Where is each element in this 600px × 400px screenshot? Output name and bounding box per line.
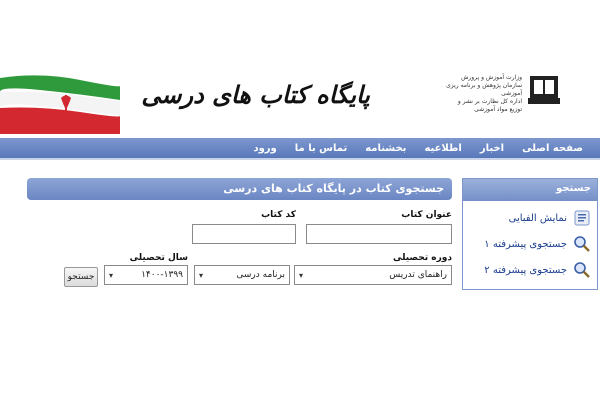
chevron-down-icon: ▾ xyxy=(199,270,204,280)
magnifier-icon xyxy=(573,235,591,253)
side-item-advanced-search-2[interactable] xyxy=(463,257,597,283)
ministry-line: وزارت آموزش و پرورش xyxy=(461,74,522,81)
iran-flag-banner xyxy=(0,72,120,134)
ministry-line: اداره کل نظارت بر نشر و توزیع مواد آموزشی xyxy=(457,98,522,113)
period-select[interactable] xyxy=(294,265,452,285)
year-select-value: ۱۴۰۰-۱۳۹۹ xyxy=(141,270,183,280)
book-code-input[interactable] xyxy=(192,224,296,244)
nav-login[interactable]: ورود xyxy=(253,142,277,154)
year-label: سال تحصیلی xyxy=(129,253,188,263)
site-header xyxy=(0,62,600,138)
nav-circulars[interactable]: بخشنامه xyxy=(365,142,407,154)
nav-news[interactable]: اخبار xyxy=(479,142,505,154)
search-button[interactable]: جستجو xyxy=(64,267,98,287)
search-side-panel xyxy=(462,178,598,290)
program-select[interactable] xyxy=(194,265,290,285)
nav-announcements[interactable]: اطلاعیه xyxy=(424,142,462,154)
side-item-advanced-search-1[interactable] xyxy=(463,231,597,257)
site-title: پایگاه کتاب های درسی xyxy=(141,80,370,109)
side-item-label: نمایش الفبایی xyxy=(508,212,567,224)
book-title-input[interactable] xyxy=(306,224,452,244)
main-nav xyxy=(0,138,600,160)
nav-home[interactable]: صفحه اصلی xyxy=(522,142,583,154)
book-code-label: کد کتاب xyxy=(261,210,296,220)
side-item-alphabetical[interactable] xyxy=(463,205,597,231)
magnifier-icon xyxy=(573,261,591,279)
chevron-down-icon: ▾ xyxy=(299,270,304,280)
side-panel-title: جستجو xyxy=(463,179,597,201)
chevron-down-icon: ▾ xyxy=(109,270,114,280)
search-form-title: جستجوی کتاب در پایگاه کتاب های درسی xyxy=(27,178,452,200)
period-select-value: راهنمای تدریس xyxy=(389,270,447,280)
book-title-label: عنوان کتاب xyxy=(401,210,452,220)
side-item-label: جستجوی پیشرفته ۱ xyxy=(484,238,567,250)
program-select-value: برنامه درسی xyxy=(236,270,285,280)
nav-contact[interactable]: تماس با ما xyxy=(294,142,348,154)
side-item-label: جستجوی پیشرفته ۲ xyxy=(484,264,567,276)
ministry-text xyxy=(446,74,522,124)
book-list-icon xyxy=(573,209,591,227)
year-select[interactable] xyxy=(104,265,188,285)
period-label: دوره تحصیلی xyxy=(392,253,452,263)
ministry-logo xyxy=(524,72,564,112)
ministry-line: سازمان پژوهش و برنامه ریزی آموزشی xyxy=(446,82,522,97)
